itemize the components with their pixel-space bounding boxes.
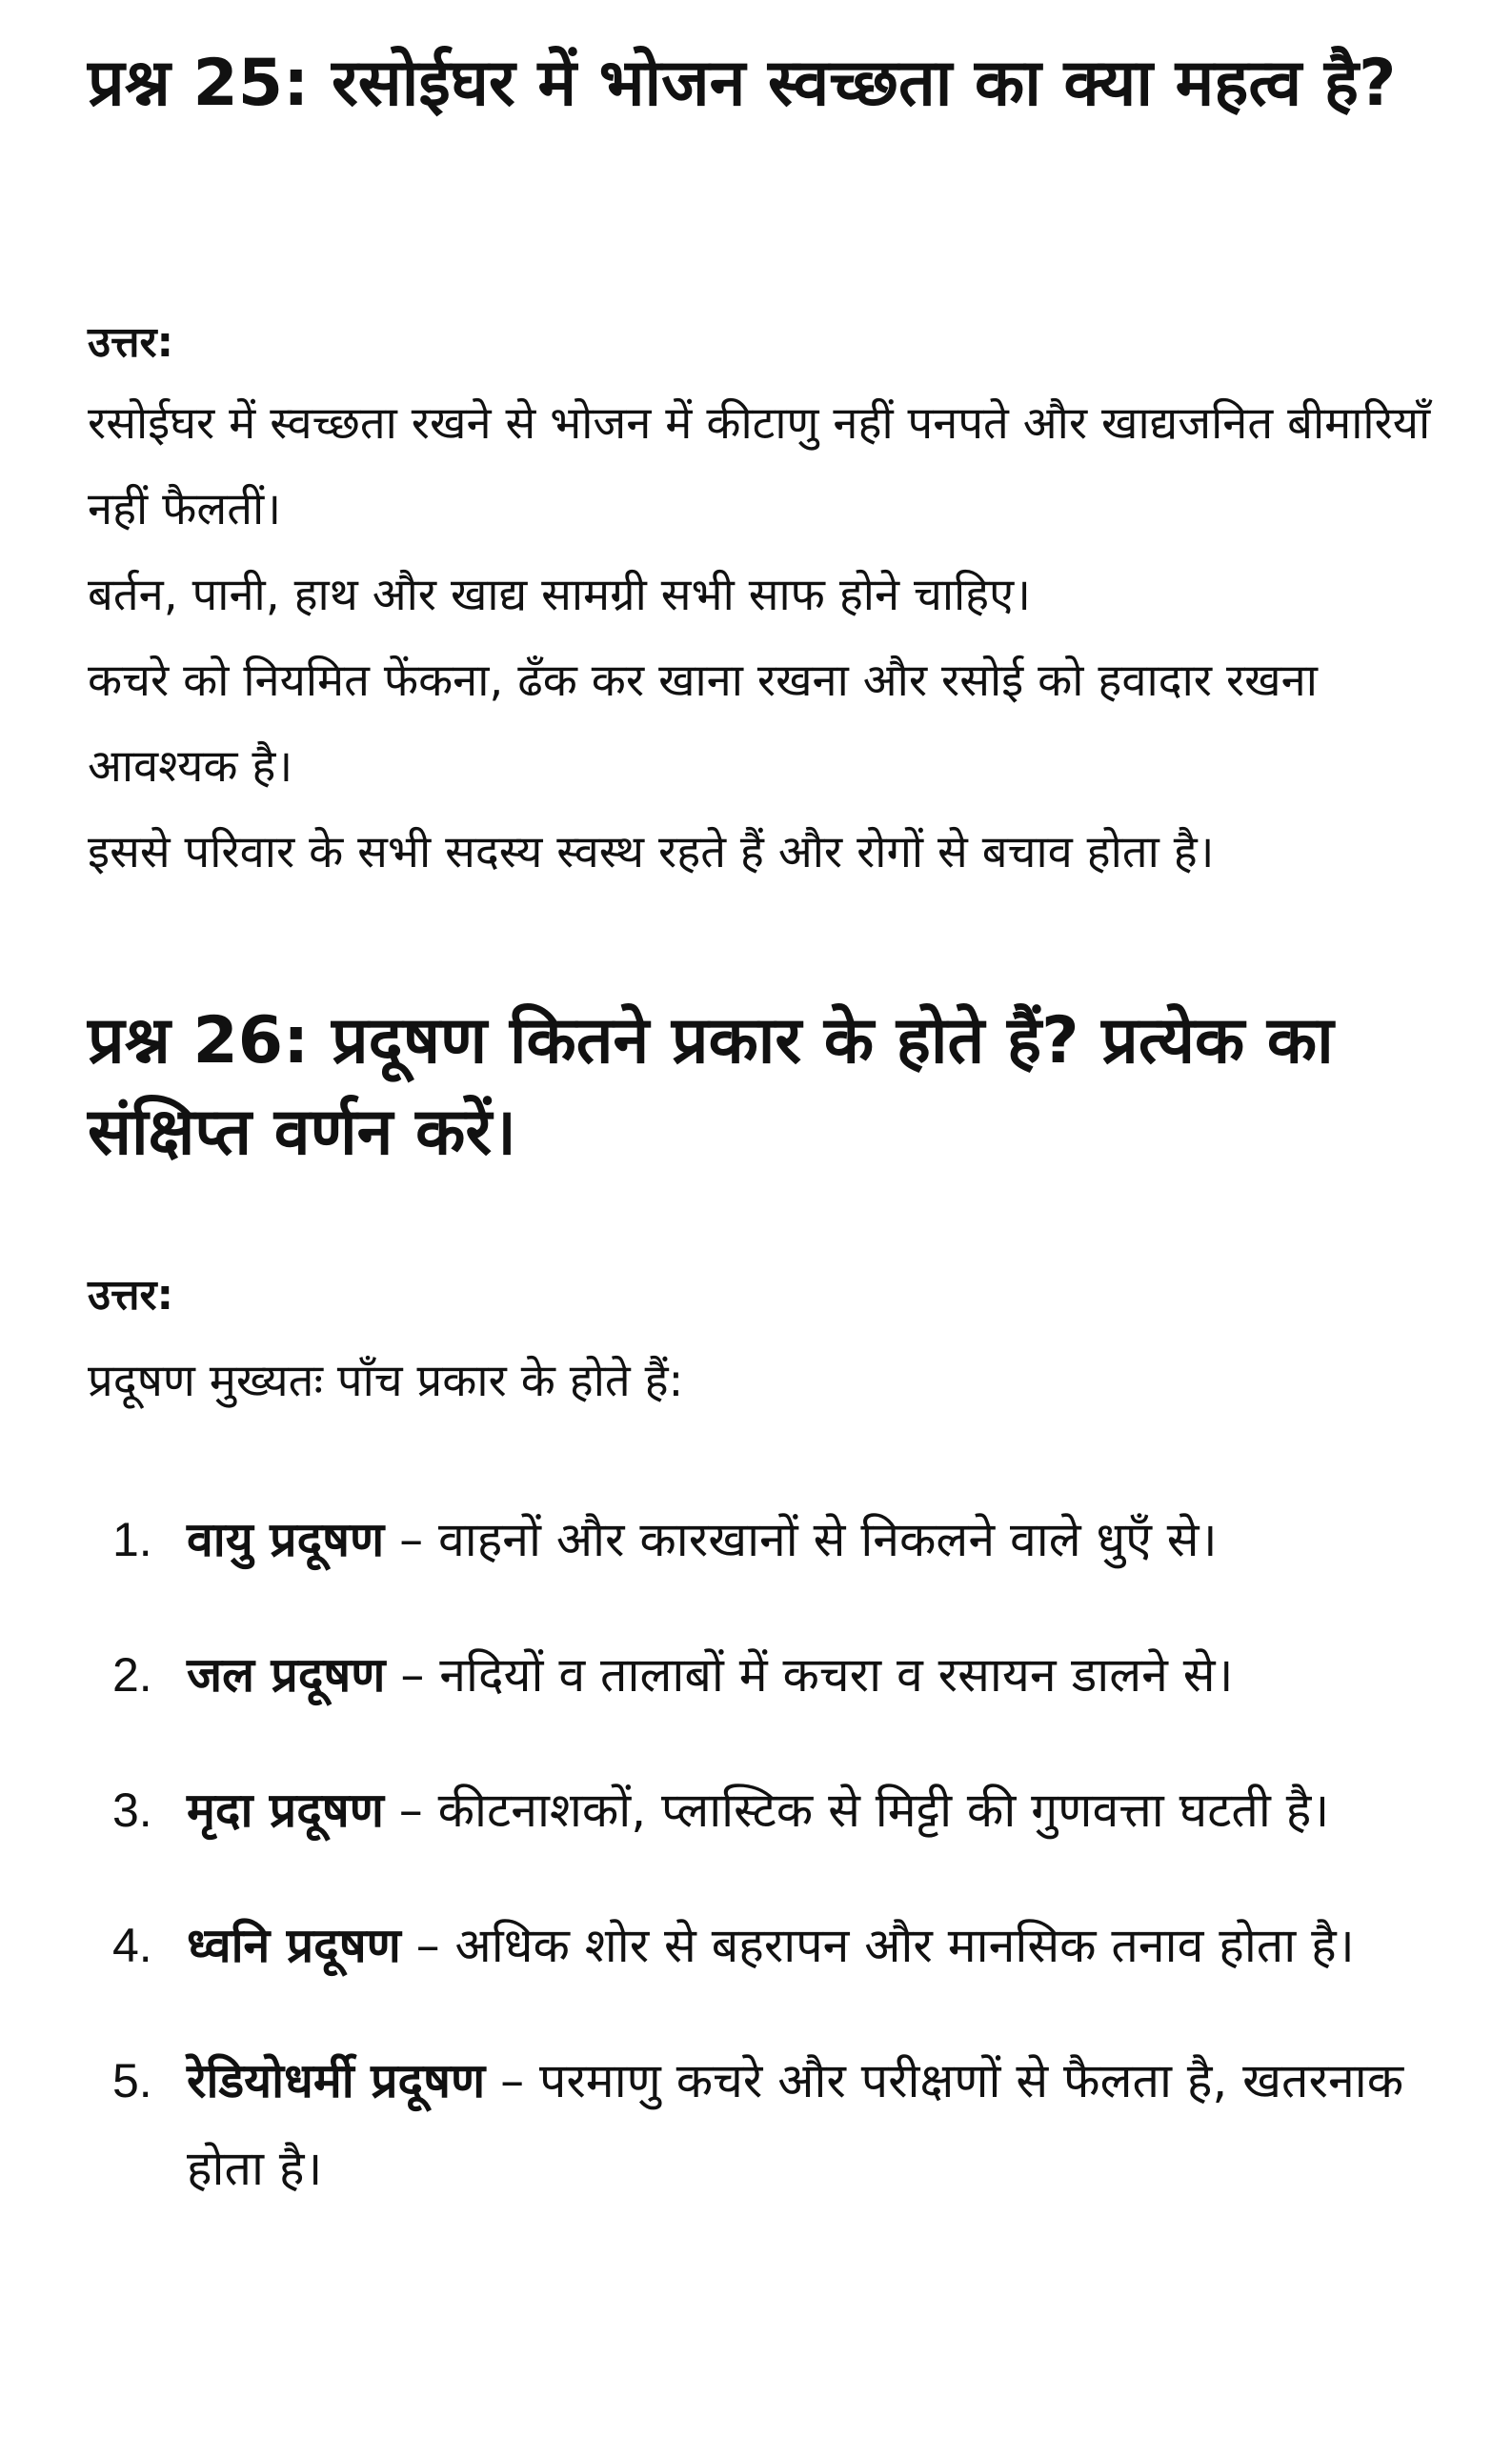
list-item-number: 4. [112,1919,152,1972]
list-item-number: 2. [112,1648,152,1702]
list-item-number: 1. [112,1513,152,1566]
list-item [112,2037,1475,2212]
list-item-description: – परमाणु कचरे और परीक्षणों से फैलता है, खतरनाक होता है। [187,2053,1404,2196]
question-26-heading: प्रश्न 26: प्रदूषण कितने प्रकार के होते हैं? प्रत्येक का संक्षिप्त वर्णन करें। [88,1003,1334,1170]
list-item-text [187,1496,1475,1583]
answer-25-paragraph: कचरे को नियमित फेंकना, ढँक कर खाना रखना और रसोई को हवादार रखना आवश्यक है। [88,655,1318,793]
list-item-description: – अधिक शोर से बहरापन और मानसिक तनाव होता है। [400,1918,1355,1973]
list-item-text [187,1902,1475,1989]
list-item-text [187,2037,1475,2212]
list-item-number: 5. [112,2054,152,2107]
answer-25-body [88,381,1460,896]
list-item [112,1496,1475,1583]
list-item-description: – नदियों व तालाबों में कचरा व रसायन डालने से। [385,1647,1234,1703]
list-item [112,1902,1475,1989]
list-item-text [187,1631,1475,1719]
list-item-text [187,1766,1475,1854]
list-item [112,1766,1475,1854]
pollution-types-list [112,1496,1475,2260]
answer-25-label: उत्तर: [88,318,174,367]
answer-25-paragraph: रसोईघर में स्वच्छता रखने से भोजन में कीटाणु नहीं पनपते और खाद्यजनित बीमारियाँ नहीं फैलतीं। [88,397,1431,535]
question-25-heading: प्रश्न 25: रसोईघर में भोजन स्वच्छता का क्या महत्व है? [88,46,1397,121]
answer-25-paragraph: इससे परिवार के सभी सदस्य स्वस्थ रहते हैं और रोगों से बचाव होता है। [88,826,1215,878]
list-item-term: ध्वनि प्रदूषण [187,1918,401,1973]
list-item-term: वायु प्रदूषण [187,1512,385,1567]
list-item-term: रेडियोधर्मी प्रदूषण [187,2053,486,2108]
list-item-term: मृदा प्रदूषण [187,1783,384,1838]
answer-25-paragraph: बर्तन, पानी, हाथ और खाद्य सामग्री सभी साफ होने चाहिए। [88,569,1031,621]
list-item-description: – वाहनों और कारखानों से निकलने वाले धुएँ से। [384,1512,1218,1567]
list-item-number: 3. [112,1784,152,1837]
answer-26-intro: प्रदूषण मुख्यतः पाँच प्रकार के होते हैं: [88,1355,684,1407]
list-item [112,1631,1475,1719]
answer-26-label: उत्तर: [88,1271,174,1320]
list-item-description: – कीटनाशकों, प्लास्टिक से मिट्टी की गुणवत्ता घटती है। [383,1783,1330,1838]
list-item-term: जल प्रदूषण [187,1647,386,1703]
